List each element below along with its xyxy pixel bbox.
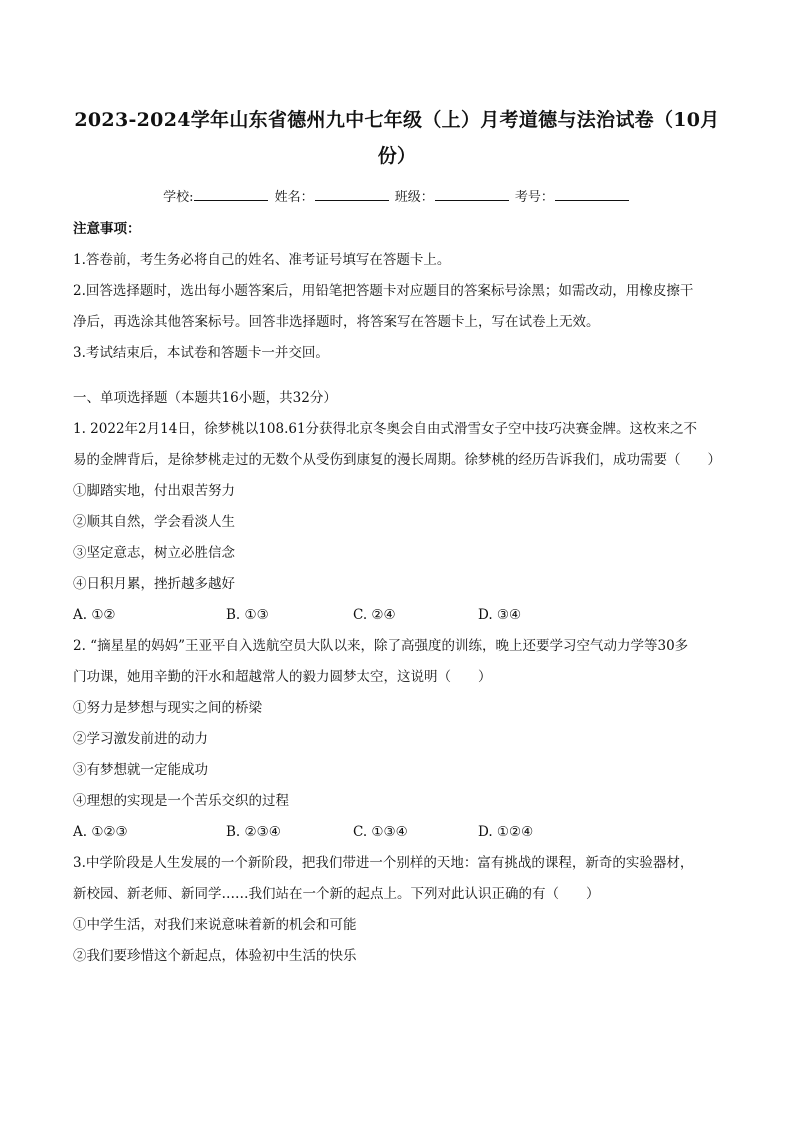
question-statement: ②学习激发前进的动力	[73, 731, 208, 747]
question-stem-line: 门功课，她用辛勤的汗水和超越常人的毅力圆梦太空，这说明（ ）	[73, 669, 492, 685]
question-statement: ③坚定意志，树立必胜信念	[73, 545, 235, 561]
notice-item: 1.答卷前，考生务必将自己的姓名、准考证号填写在答题卡上。	[73, 252, 451, 268]
school-blank[interactable]	[194, 186, 268, 201]
question-2	[73, 631, 723, 848]
spacer	[73, 369, 723, 383]
class-blank[interactable]	[435, 186, 509, 201]
question-stem-line: 易的金牌背后，是徐梦桃走过的无数个从受伤到康复的漫长周期。徐梦桃的经历告诉我们，成功需要（ ）	[73, 452, 721, 468]
question-stem-line: 1. 2022年2月14日，徐梦桃以108.61分获得北京冬奥会自由式滑雪女子空中技巧决赛金牌。这枚来之不	[73, 421, 698, 437]
notice-item: 净后，再选涂其他答案标号。回答非选择题时，将答案写在答题卡上，写在试卷上无效。	[73, 314, 600, 330]
question-3	[73, 848, 723, 972]
notice-heading: 注意事项：	[73, 221, 141, 237]
question-statement: ④日积月累，挫折越多越好	[73, 576, 235, 592]
number-blank[interactable]	[555, 186, 629, 201]
number-label: 考号：	[514, 190, 554, 205]
question-1	[73, 414, 723, 631]
exam-title: 2023-2024学年山东省德州九中七年级（上）月考道德与法治试卷（10月份）	[74, 109, 720, 167]
option-d[interactable]: D. ①②④	[478, 824, 534, 840]
question-stem-line: 新校园、新老师、新同学……我们站在一个新的起点上。下列对此认识正确的有（ ）	[73, 886, 600, 902]
question-stem-line: 3.中学阶段是人生发展的一个新阶段，把我们带进一个别样的天地：富有挑战的课程，新奇的实验器材，	[73, 855, 694, 871]
option-b[interactable]: B. ①③	[226, 607, 269, 623]
option-a[interactable]: A. ①②	[73, 607, 116, 623]
answer-options	[73, 600, 723, 631]
exam-body	[73, 214, 723, 972]
question-statement: ①脚踏实地，付出艰苦努力	[73, 483, 235, 499]
question-statement: ③有梦想就一定能成功	[73, 762, 208, 778]
student-info-row	[0, 186, 794, 208]
option-c[interactable]: C. ①③④	[353, 824, 408, 840]
section-heading: 一、单项选择题（本题共16小题，共32分）	[73, 390, 337, 406]
question-statement: ①中学生活，对我们来说意味着新的机会和可能	[73, 917, 357, 933]
option-c[interactable]: C. ②④	[353, 607, 396, 623]
option-d[interactable]: D. ③④	[478, 607, 522, 623]
question-statement: ①努力是梦想与现实之间的桥梁	[73, 700, 262, 716]
question-statement: ②我们要珍惜这个新起点，体验初中生活的快乐	[73, 948, 357, 964]
class-label: 班级：	[394, 190, 434, 205]
option-a[interactable]: A. ①②③	[73, 824, 128, 840]
notice-item: 3.考试结束后，本试卷和答题卡一并交回。	[73, 345, 329, 361]
name-label: 姓名：	[274, 190, 314, 205]
answer-options	[73, 817, 723, 848]
option-b[interactable]: B. ②③④	[226, 824, 281, 840]
question-stem-line: 2. “摘星星的妈妈”王亚平自入选航空员大队以来，除了高强度的训练，晚上还要学习空气动力学等30多	[73, 638, 689, 654]
question-statement: ②顺其自然，学会看淡人生	[73, 514, 235, 530]
name-blank[interactable]	[315, 186, 389, 201]
school-label: 学校:	[163, 190, 194, 205]
question-statement: ④理想的实现是一个苦乐交织的过程	[73, 793, 289, 809]
notice-item: 2.回答选择题时，选出每小题答案后，用铅笔把答题卡对应题目的答案标号涂黑；如需改动，用橡皮擦干	[73, 283, 694, 299]
